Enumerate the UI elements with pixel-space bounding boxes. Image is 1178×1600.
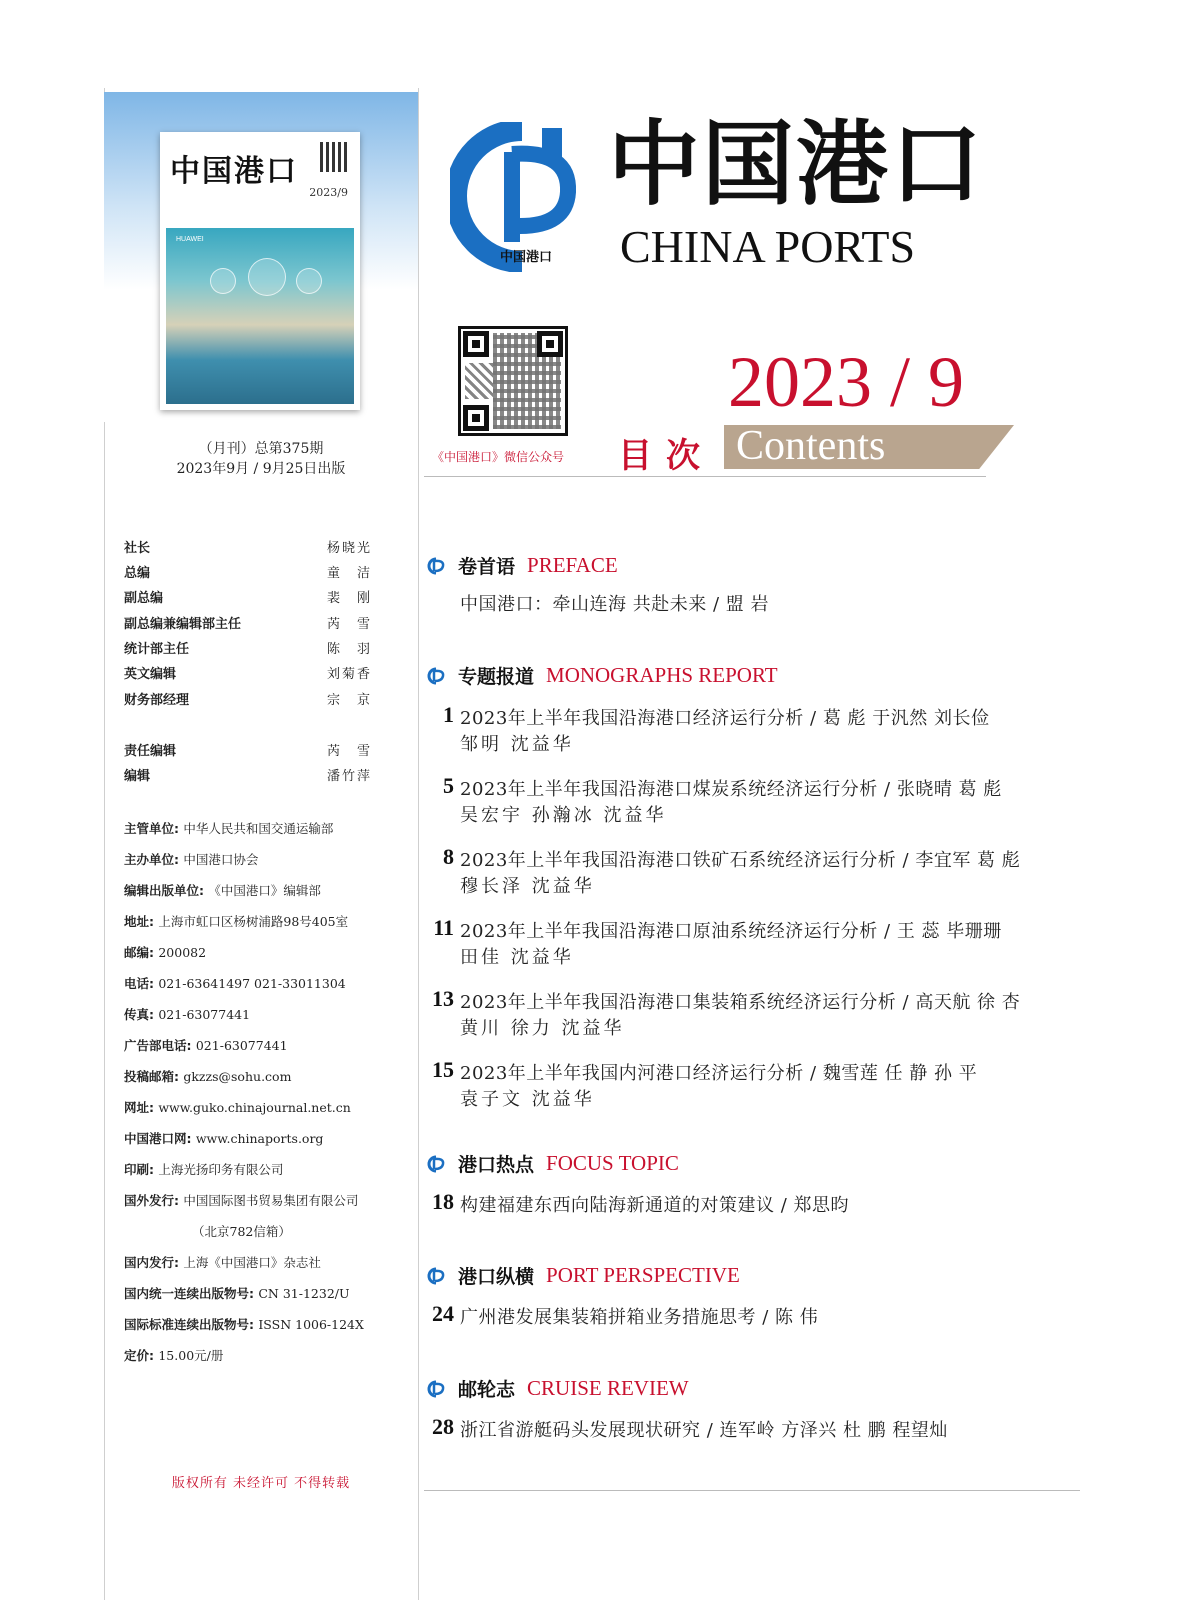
info-row <box>124 1036 288 1054</box>
issue-line-2: 2023年9月 / 9月25日出版 <box>176 461 346 477</box>
article-title: 2023年上半年我国沿海港口经济运行分析 / 葛 彪 于汎然 刘长俭 <box>460 708 990 729</box>
staff-name: 芮 雪 <box>326 744 372 759</box>
article-title: 2023年上半年我国内河港口经济运行分析 / 魏雪莲 任 静 孙 平 <box>460 1063 978 1084</box>
article-page-number: 8 <box>443 844 454 869</box>
section-title-cn: 邮轮志 <box>458 1379 516 1401</box>
article-title: 2023年上半年我国沿海港口铁矿石系统经济运行分析 / 李宜军 葛 彪 <box>460 850 1021 871</box>
section-logo-icon <box>424 1155 448 1173</box>
article-title: 2023年上半年我国沿海港口集装箱系统经济运行分析 / 高天航 徐 杏 <box>460 992 1021 1013</box>
info-value: ISSN 1006-124X <box>258 1317 364 1332</box>
staff-role: 编辑 <box>124 769 151 784</box>
article-page-number: 15 <box>432 1057 454 1082</box>
cover-title: 中国港口 <box>170 154 298 189</box>
section-logo-icon <box>424 557 448 575</box>
article-page-number: 28 <box>432 1414 454 1439</box>
staff-role: 总编 <box>124 566 151 581</box>
info-label: 国际标准连续出版物号: <box>124 1317 259 1332</box>
cover-qr-icon <box>320 142 350 172</box>
article-authors: 黄川 徐力 沈益华 <box>460 1018 625 1039</box>
cover-bubble <box>210 268 236 294</box>
info-label: 邮编: <box>124 945 159 960</box>
info-value: 021-63077441 <box>195 1038 288 1053</box>
info-value: 200082 <box>158 945 207 960</box>
info-label: 印刷: <box>124 1162 159 1177</box>
info-label: 编辑出版单位: <box>124 883 209 898</box>
article-authors: 吴宏宇 孙瀚冰 沈益华 <box>460 805 667 826</box>
section-title-en: MONOGRAPHS REPORT <box>546 663 778 687</box>
copyright-notice: 版权所有 未经许可 不得转载 <box>171 1476 351 1491</box>
staff-name: 刘菊香 <box>326 667 372 682</box>
article-authors: 袁子文 沈益华 <box>460 1089 595 1110</box>
qr-caption: 《中国港口》微信公众号 <box>432 450 565 464</box>
info-value: www.chinaports.org <box>195 1131 324 1146</box>
info-label: 中国港口网: <box>124 1131 196 1146</box>
cover-issue: 2023/9 <box>309 186 348 199</box>
preface-article[interactable]: 中国港口：牵山连海 共赴未来 / 盟 岩 <box>460 594 769 615</box>
info-row <box>124 912 348 930</box>
section-logo-icon <box>424 1380 448 1398</box>
info-label: 主管单位: <box>124 821 184 836</box>
article-title: 浙江省游艇码头发展现状研究 / 连军岭 方泽兴 杜 鹏 程望灿 <box>460 1420 948 1441</box>
staff-name: 潘竹萍 <box>326 769 372 784</box>
info-value: 021-63077441 <box>158 1007 251 1022</box>
staff-name: 裴 刚 <box>326 591 372 606</box>
info-value: 中国港口协会 <box>183 852 259 867</box>
masthead-title: 中国港口 <box>608 110 985 218</box>
article-title: 2023年上半年我国沿海港口煤炭系统经济运行分析 / 张晓晴 葛 彪 <box>460 779 1002 800</box>
info-label: 地址: <box>124 914 159 929</box>
info-label: 国内发行: <box>124 1255 184 1270</box>
info-value: （北京782信箱） <box>192 1224 291 1239</box>
article-page-number: 13 <box>432 986 454 1011</box>
staff-role: 财务部经理 <box>124 693 190 708</box>
wechat-qr-code[interactable] <box>458 326 568 436</box>
article-title: 构建福建东西向陆海新通道的对策建议 / 郑思昀 <box>460 1195 850 1216</box>
info-value: 021-63641497 021-33011304 <box>158 976 346 991</box>
cover-thumbnail <box>104 92 418 422</box>
staff-name: 陈 羽 <box>326 642 372 657</box>
section-heading <box>424 1150 679 1177</box>
staff-role: 责任编辑 <box>124 744 177 759</box>
section-heading <box>424 1375 689 1402</box>
issue-line-1: （月刊）总第375期 <box>198 441 324 457</box>
info-value: 《中国港口》编辑部 <box>208 883 321 898</box>
staff-name: 杨晓光 <box>326 541 372 556</box>
section-heading <box>424 1262 740 1289</box>
masthead-subtitle: CHINA PORTS <box>620 221 916 272</box>
info-value: 上海光扬印务有限公司 <box>158 1162 284 1177</box>
info-row <box>124 850 258 868</box>
cover-bubble <box>296 268 322 294</box>
section-title-en: CRUISE REVIEW <box>527 1376 689 1400</box>
info-label: 传真: <box>124 1007 159 1022</box>
staff-role: 社长 <box>124 541 151 556</box>
article-authors: 穆长泽 沈益华 <box>460 876 595 897</box>
info-label: 网址: <box>124 1100 159 1115</box>
info-row <box>124 974 346 992</box>
info-value: 上海市虹口区杨树浦路98号405室 <box>158 914 349 929</box>
info-row <box>124 943 206 961</box>
staff-name: 宗 京 <box>326 693 372 708</box>
info-row <box>124 1160 283 1178</box>
section-title-cn: 专题报道 <box>458 666 535 688</box>
logo-caption: 中国港口 <box>500 250 553 265</box>
info-value: 上海《中国港口》杂志社 <box>183 1255 321 1270</box>
section-logo-icon <box>424 667 448 685</box>
info-value: gkzzs@sohu.com <box>183 1069 292 1084</box>
section-title-cn: 港口热点 <box>458 1154 535 1176</box>
section-title-en: PREFACE <box>527 553 618 577</box>
issue-number: 2023 / 9 <box>728 342 965 422</box>
header-divider <box>424 476 986 477</box>
cover-bubble <box>248 258 286 296</box>
info-row <box>124 1067 291 1085</box>
section-logo-icon <box>424 1267 448 1285</box>
article-authors: 邹明 沈益华 <box>460 734 574 755</box>
info-value: www.guko.chinajournal.net.cn <box>158 1100 351 1115</box>
info-label: 国内统一连续出版物号: <box>124 1286 259 1301</box>
section-title-en: PORT PERSPECTIVE <box>546 1263 740 1287</box>
info-value: CN 31-1232/U <box>258 1286 350 1301</box>
toc-title-cn: 目次 <box>618 436 714 476</box>
section-heading <box>424 662 778 689</box>
info-label: 广告部电话: <box>124 1038 196 1053</box>
info-row <box>124 1346 223 1364</box>
cover-card <box>160 132 360 410</box>
article-page-number: 18 <box>432 1189 454 1214</box>
article-page-number: 5 <box>443 773 454 798</box>
section-title-cn: 卷首语 <box>458 556 516 578</box>
staff-role: 副总编 <box>124 591 164 606</box>
info-label: 定价: <box>124 1348 159 1363</box>
info-label: 投稿邮箱: <box>124 1069 184 1084</box>
info-value: 15.00元/册 <box>158 1348 224 1363</box>
staff-name: 童 洁 <box>326 566 372 581</box>
section-title-en: FOCUS TOPIC <box>546 1151 679 1175</box>
article-authors: 田佳 沈益华 <box>460 947 574 968</box>
article-page-number: 11 <box>433 915 454 940</box>
info-label: 国外发行: <box>124 1193 184 1208</box>
info-row <box>124 1284 350 1302</box>
info-row <box>124 1098 351 1116</box>
info-row <box>124 1005 250 1023</box>
info-row <box>124 819 333 837</box>
info-row <box>124 1253 321 1271</box>
staff-role: 统计部主任 <box>124 642 190 657</box>
info-value: 中国国际图书贸易集团有限公司 <box>183 1193 359 1208</box>
cover-photo <box>166 228 354 404</box>
info-value: 中华人民共和国交通运输部 <box>183 821 334 836</box>
article-page-number: 24 <box>432 1301 454 1326</box>
staff-name: 芮 雪 <box>326 617 372 632</box>
article-title: 广州港发展集装箱拼箱业务措施思考 / 陈 伟 <box>460 1307 819 1328</box>
section-title-cn: 港口纵横 <box>458 1266 535 1288</box>
info-label: 电话: <box>124 976 159 991</box>
toc-title-en: Contents <box>736 423 886 469</box>
info-row <box>124 1315 364 1333</box>
info-label: 主办单位: <box>124 852 184 867</box>
article-title: 2023年上半年我国沿海港口原油系统经济运行分析 / 王 蕊 毕珊珊 <box>460 921 1002 942</box>
section-heading <box>424 552 618 579</box>
info-row <box>192 1222 291 1240</box>
article-page-number: 1 <box>443 702 454 727</box>
footer-divider <box>424 1490 1080 1491</box>
staff-role: 英文编辑 <box>124 667 177 682</box>
info-row <box>124 1129 323 1147</box>
info-row <box>124 1191 358 1209</box>
staff-role: 副总编兼编辑部主任 <box>124 617 242 632</box>
info-row <box>124 881 321 899</box>
cover-brand: HUAWEI <box>176 236 204 243</box>
sidebar-right-rule <box>418 88 419 1600</box>
